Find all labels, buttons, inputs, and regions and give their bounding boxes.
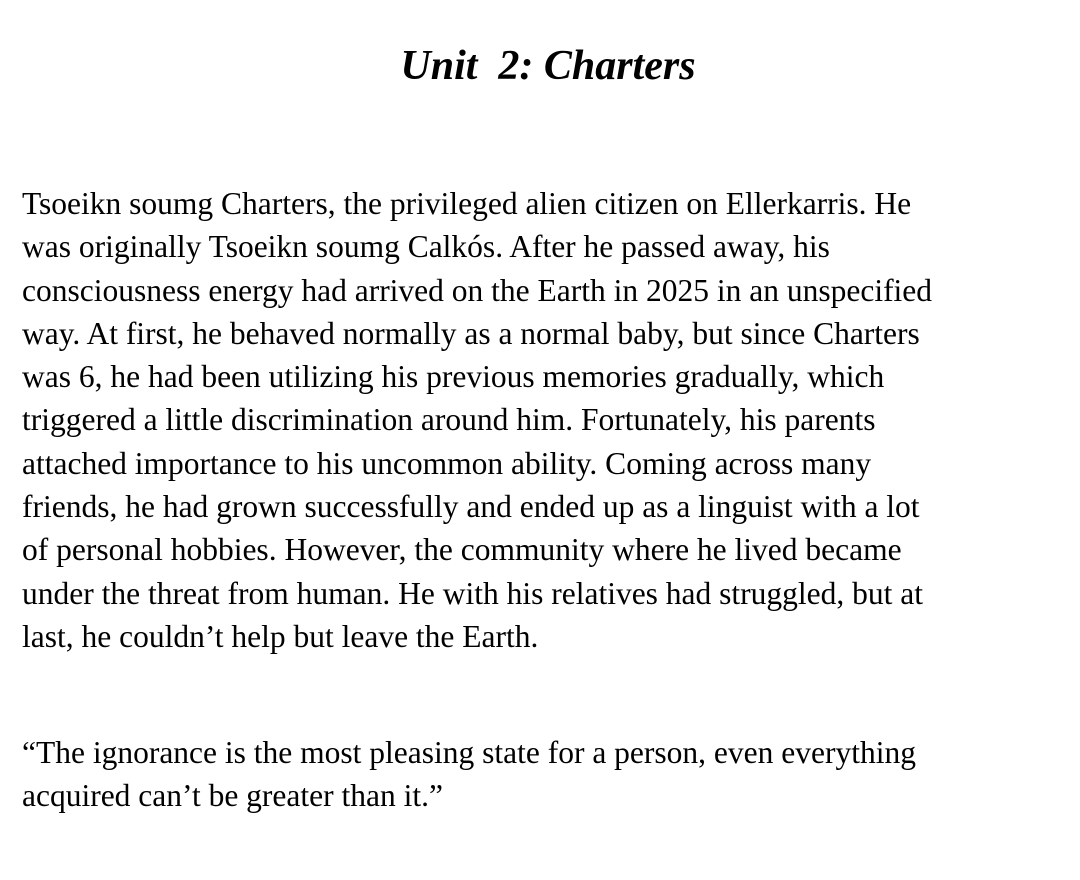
quote-line: “The ignorance is the most pleasing state for a person, even everything [22, 735, 916, 770]
paragraph-line: of personal hobbies. However, the community where he lived became [22, 532, 902, 568]
paragraph-line: consciousness energy had arrived on the Earth in 2025 in an unspecified [22, 272, 933, 308]
paragraph-line: was 6, he had been utilizing his previous memories gradually, which [22, 359, 885, 395]
paragraph-line: last, he couldn’t help but leave the Earth. [22, 618, 539, 654]
biography-paragraph [22, 182, 1072, 658]
paragraph-line: Tsoeikn soumg Charters, the privileged alien citizen on Ellerkarris. He [22, 186, 912, 221]
paragraph-line: under the threat from human. He with his relatives had struggled, but at [22, 575, 924, 611]
paragraph-line: way. At first, he behaved normally as a normal baby, but since Charters [22, 315, 920, 351]
paragraph-line: triggered a little discrimination around him. Fortunately, his parents [22, 402, 876, 438]
page-title: Unit 2: Charters [400, 43, 696, 89]
paragraph-line: attached importance to his uncommon ability. Coming across many [22, 445, 872, 481]
quote-line: acquired can’t be greater than it.” [22, 778, 443, 814]
paragraph-line: was originally Tsoeikn soumg Calkós. After he passed away, his [22, 229, 830, 265]
quote-paragraph [22, 731, 1072, 818]
paragraph-line: friends, he had grown successfully and ended up as a linguist with a lot [22, 489, 920, 525]
